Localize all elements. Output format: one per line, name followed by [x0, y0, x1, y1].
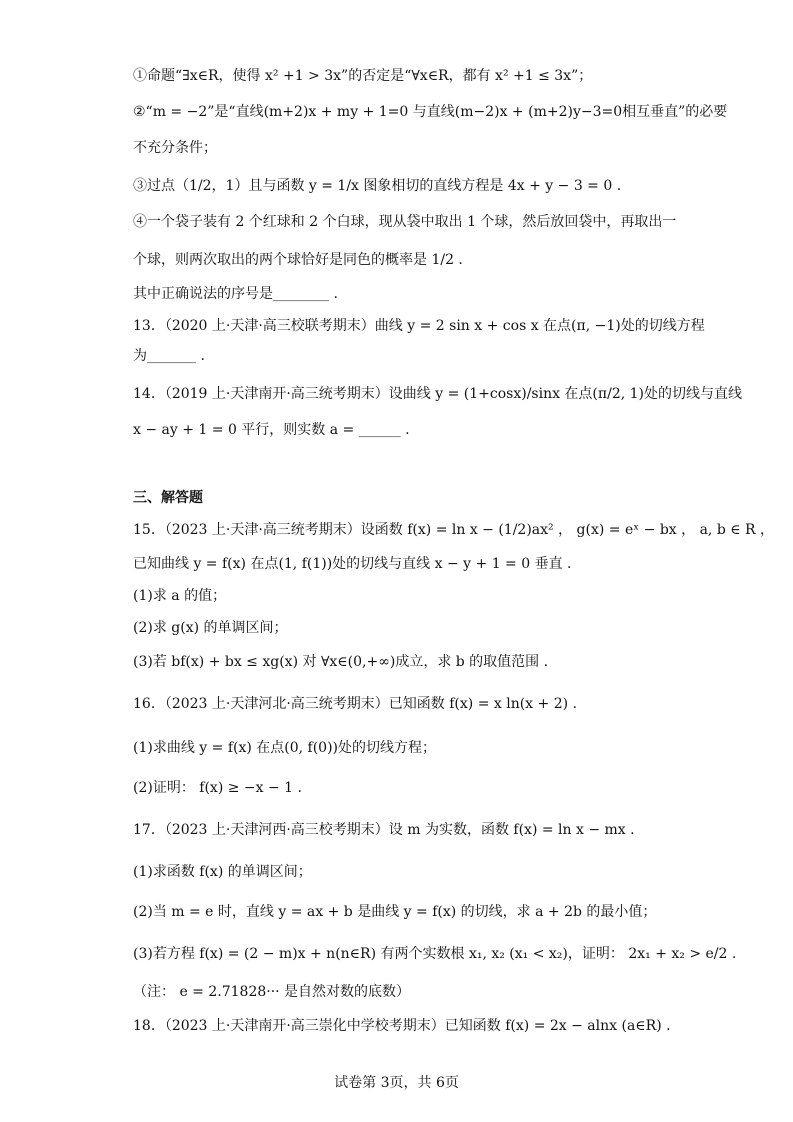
statement-3: ③过点（1/2，1）且与函数 y = 1/x 图象相切的直线方程是 4x + y − 3 = 0 . [133, 178, 622, 194]
question-16-part-2: (2)证明： f(x) ≥ −x − 1 . [133, 780, 302, 796]
question-12-prompt: 其中正确说法的序号是________ . [133, 286, 338, 302]
statement-2: ②“m = −2”是“直线(m+2)x + my + 1=0 与直线(m−2)x + (m+2)y−3=0相互垂直”的必要 [133, 104, 728, 120]
question-15-part-1: (1)求 a 的值； [133, 588, 227, 604]
statement-1: ①命题“∃x∈R，使得 x² +1 > 3x”的否定是“∀x∈R，都有 x² +1 ≤ 3x”； [133, 68, 593, 84]
question-14-cont: x − ay + 1 = 0 平行，则实数 a = ______ . [133, 422, 410, 438]
statement-2-cont: 不充分条件； [133, 140, 217, 156]
question-15: 15．（2023 上·天津·高三统考期末）设函数 f(x) = ln x − (1/2)ax² ， g(x) = eˣ − bx ， a, b ∈ R ， [133, 522, 775, 538]
question-17-note: （注： e = 2.71828··· 是自然对数的底数） [133, 984, 411, 1000]
page-footer: 试卷第 3页，共 6页 [334, 1075, 459, 1091]
question-17: 17．（2023 上·天津河西·高三校考期末）设 m 为实数，函数 f(x) = ln x − mx . [133, 822, 635, 838]
question-14: 14．（2019 上·天津南开·高三统考期末）设曲线 y = (1+cosx)/sinx 在点(π/2, 1)处的切线与直线 [133, 386, 742, 402]
question-18: 18．（2023 上·天津南开·高三崇化中学校考期末）已知函数 f(x) = 2x − alnx (a∈R) . [133, 1018, 671, 1034]
question-17-part-1: (1)求函数 f(x) 的单调区间； [133, 864, 312, 880]
question-15-cont: 已知曲线 y = f(x) 在点(1, f(1))处的切线与直线 x − y + 1 = 0 垂直 . [133, 556, 572, 572]
question-17-part-2: (2)当 m = e 时，直线 y = ax + b 是曲线 y = f(x) 的切线，求 a + 2b 的最小值； [133, 904, 657, 920]
question-13: 13．（2020 上·天津·高三校联考期末）曲线 y = 2 sin x + cos x 在点(π, −1)处的切线方程 [133, 318, 705, 334]
statement-4-cont: 个球，则两次取出的两个球恰好是同色的概率是 1/2 . [133, 252, 463, 268]
question-16-part-1: (1)求曲线 y = f(x) 在点(0, f(0))处的切线方程； [133, 740, 437, 756]
question-15-part-2: (2)求 g(x) 的单调区间； [133, 620, 288, 636]
question-15-part-3: (3)若 bf(x) + bx ≤ xg(x) 对 ∀x∈(0,+∞)成立，求 b 的取值范围 . [133, 654, 549, 670]
question-13-cont: 为_______ . [133, 348, 205, 364]
question-17-part-3: (3)若方程 f(x) = (2 − m)x + n(n∈R) 有两个实数根 x₁, x₂ (x₁ < x₂)，证明： 2x₁ + x₂ > e/2 . [133, 946, 737, 962]
section-title: 三、解答题 [133, 490, 203, 506]
statement-4: ④一个袋子装有 2 个红球和 2 个白球，现从袋中取出 1 个球，然后放回袋中，再取出一 [133, 214, 677, 230]
question-16: 16．（2023 上·天津河北·高三统考期末）已知函数 f(x) = x ln(x + 2) . [133, 696, 577, 712]
